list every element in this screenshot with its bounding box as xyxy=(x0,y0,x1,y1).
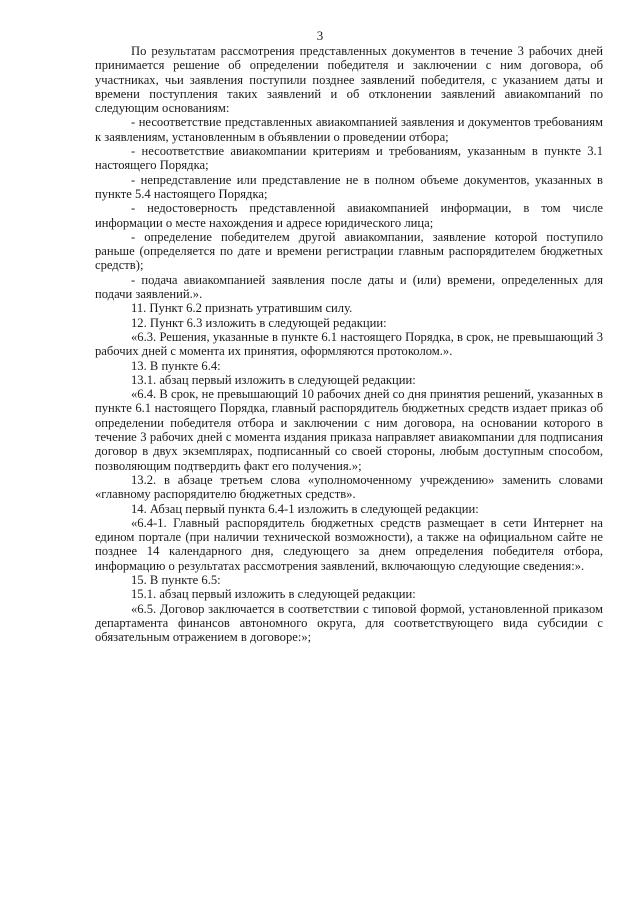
paragraph-clause-6-4-1: «6.4-1. Главный распорядитель бюджетных средств размещает в сети Интернет на едином портале (при наличии технической возможности), а также на официальном сайте не позднее 14 календарного дня, следующего за днем определения победителя отбора, информацию о результатах рассмотрения заявлений, включающую следующие сведения:». xyxy=(95,515,603,573)
page-number: 3 xyxy=(316,28,324,43)
paragraph-item-14: 14. Абзац первый пункта 6.4-1 изложить в следующей редакции: xyxy=(131,501,479,516)
document-body xyxy=(95,44,603,644)
paragraph-results-intro: По результатам рассмотрения представленных документов в течение 3 рабочих дней принимается решение об определении победителя и заключении с ним договора, об участниках, чьи заявления поступили позднее заявлений победителя, с указанием даты и времени поступления таких заявлений и об отклонении заявлений авиакомпаний по следующим основаниям: xyxy=(95,44,603,116)
paragraph-clause-6-5: «6.5. Договор заключается в соответствии с типовой формой, установленной приказом департамента финансов автономного округа, для соответствующего вида субсидии с обязательным отражением в договоре:»; xyxy=(95,601,603,645)
paragraph-item-15: 15. В пункте 6.5: xyxy=(131,572,221,587)
list-item-other-winner: - определение победителем другой авиакомпании, заявление которой поступило раньше (определяется по дате и времени регистрации главным распорядителем бюджетных средств); xyxy=(95,229,603,273)
list-item-false-information: - недостоверность представленной авиакомпанией информации, в том числе информации о месте нахождения и адресе юридического лица; xyxy=(95,201,603,230)
paragraph-item-15-1: 15.1. абзац первый изложить в следующей редакции: xyxy=(131,587,416,602)
list-item-late-submission: - подача авиакомпанией заявления после даты и (или) времени, определенных для подачи заявлений.». xyxy=(95,272,603,302)
paragraph-item-12: 12. Пункт 6.3 изложить в следующей редакции: xyxy=(131,315,387,330)
paragraph-item-13: 13. В пункте 6.4: xyxy=(131,358,221,373)
list-item-missing-documents: - непредставление или представление не в полном объеме документов, указанных в пункте 5.4 настоящего Порядка; xyxy=(95,172,603,201)
list-item-noncompliance-documents: - несоответствие представленных авиакомпанией заявления и документов требованиям к заявлениям, установленным в объявлении о проведении отбора; xyxy=(95,115,603,144)
list-item-noncompliance-criteria: - несоответствие авиакомпании критериям и требованиям, указанным в пункте 3.1 настоящего Порядка; xyxy=(95,144,603,173)
paragraph-clause-6-4: «6.4. В срок, не превышающий 10 рабочих дней со дня принятия решений, указанных в пункте 6.1 настоящего Порядка, главный распорядитель бюджетных средств издает приказ об определении победителя отбора и заключении с ним договора, на основании которого в течение 3 рабочих дней с момента издания приказа направляет авиакомпании для подписания договор в двух экземплярах, подписанный со своей стороны, любым доступным способом, позволяющим подтвердить факт его получения.»; xyxy=(95,387,603,473)
paragraph-item-13-1: 13.1. абзац первый изложить в следующей редакции: xyxy=(131,372,416,387)
paragraph-clause-6-3: «6.3. Решения, указанные в пункте 6.1 настоящего Порядка, в срок, не превышающий 3 рабочих дней с момента их принятия, оформляются протоколом.». xyxy=(95,329,603,359)
paragraph-item-13-2: 13.2. в абзаце третьем слова «уполномоченному учреждению» заменить словами «главному распорядителю бюджетных средств». xyxy=(95,472,603,502)
paragraph-item-11: 11. Пункт 6.2 признать утратившим силу. xyxy=(131,301,353,316)
